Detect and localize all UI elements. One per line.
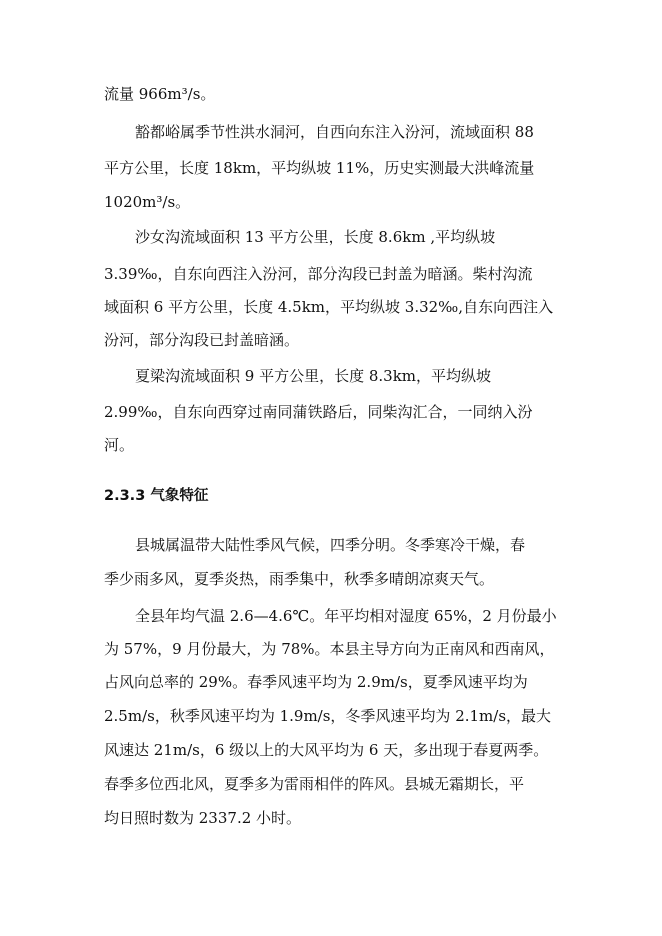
- text-line: 2.99‰，自东向西穿过南同蒲铁路后，同柴沟汇合，一同纳入汾: [104, 403, 533, 421]
- text-line: 流量 966m³/s。: [104, 85, 216, 103]
- text-line: 河。: [104, 436, 135, 454]
- text-line: 域面积 6 平方公里，长度 4.5km，平均纵坡 3.32‰,自东向西注入: [104, 298, 554, 316]
- section-heading: 2.3.3 气象特征: [104, 488, 209, 504]
- text-line: 风速达 21m/s，6 级以上的大风平均为 6 天，多出现于春夏两季。: [104, 741, 549, 759]
- text-line: 占风向总率的 29%。春季风速平均为 2.9m/s，夏季风速平均为: [104, 673, 528, 691]
- text-line: 夏梁沟流域面积 9 平方公里，长度 8.3km，平均纵坡: [135, 367, 492, 385]
- text-line: 均日照时数为 2337.2 小时。: [104, 809, 302, 827]
- text-line: 平方公里，长度 18km，平均纵坡 11%，历史实测最大洪峰流量: [104, 159, 535, 177]
- text-line: 全县年均气温 2.6—4.6℃。年平均相对湿度 65%，2 月份最小: [135, 607, 557, 625]
- text-line: 豁都峪属季节性洪水洞河，自西向东注入汾河，流域面积 88: [135, 123, 534, 141]
- text-line: 沙女沟流域面积 13 平方公里，长度 8.6km ,平均纵坡: [135, 228, 496, 246]
- text-line: 汾河，部分沟段已封盖暗涵。: [104, 331, 300, 349]
- text-line: 为 57%，9 月份最大，为 78%。本县主导方向为正南风和西南风，: [104, 640, 555, 658]
- text-line: 2.5m/s，秋季风速平均为 1.9m/s，冬季风速平均为 2.1m/s，最大: [104, 707, 552, 725]
- text-line: 3.39‰，自东向西注入汾河，部分沟段已封盖为暗涵。柴村沟流: [104, 265, 533, 283]
- text-line: 县城属温带大陆性季风气候，四季分明。冬季寒冷干燥，春: [135, 536, 526, 554]
- text-line: 春季多位西北风，夏季多为雷雨相伴的阵风。县城无霜期长，平: [104, 775, 525, 793]
- text-line: 季少雨多风，夏季炎热，雨季集中，秋季多晴朗凉爽天气。: [104, 570, 495, 588]
- text-line: 1020m³/s。: [104, 193, 191, 211]
